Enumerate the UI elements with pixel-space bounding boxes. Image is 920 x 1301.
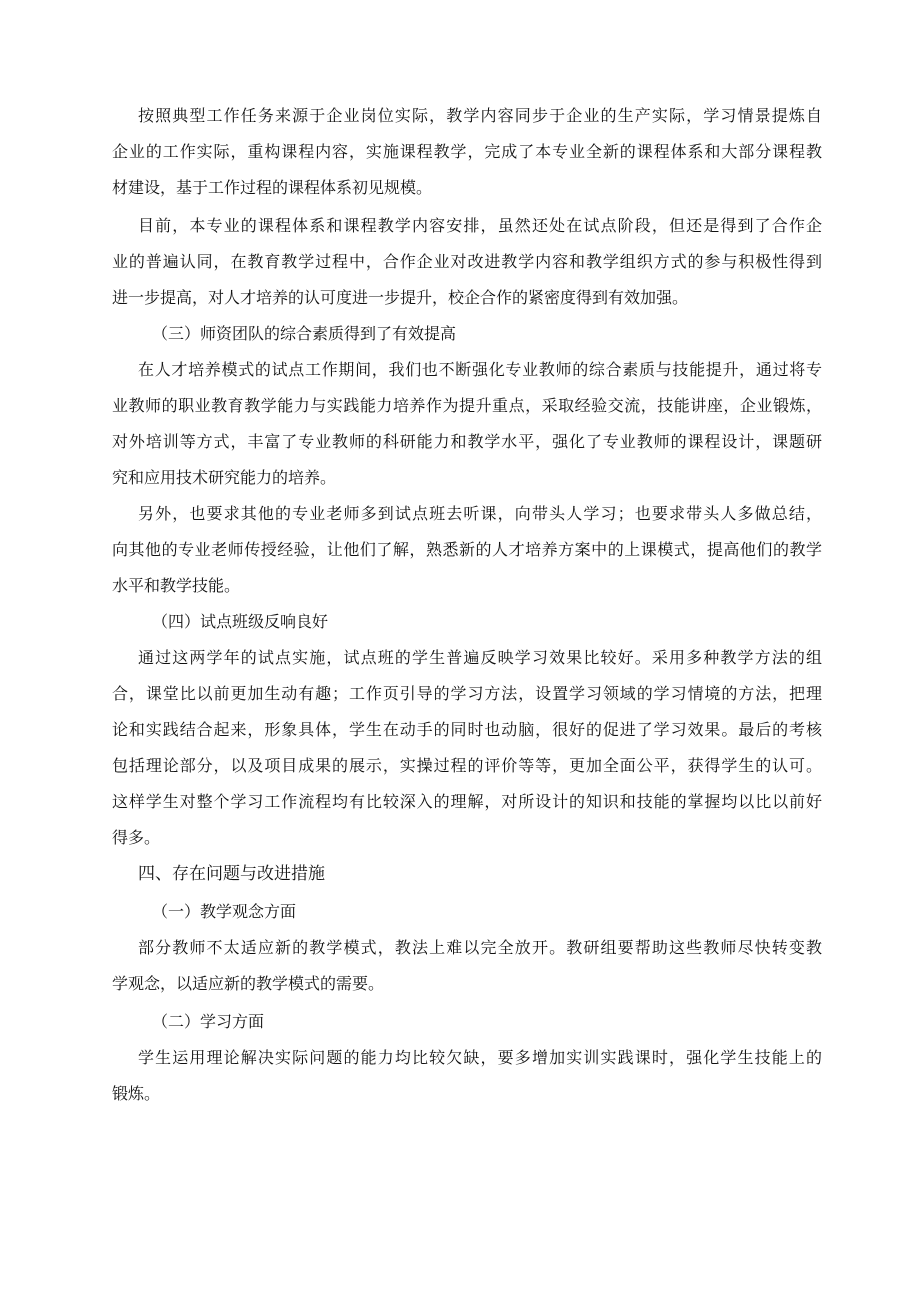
text-line: 得多。 bbox=[112, 828, 161, 847]
paragraph-teaching-concept bbox=[112, 930, 822, 1002]
text-line: 这样学生对整个学习工作流程均有比较深入的理解，对所设计的知识和技能的掌握均以比以前好 bbox=[112, 792, 822, 811]
text-line: 业的普遍认同，在教育教学过程中，合作企业对改进教学内容和教学组织方式的参与积极性得到 bbox=[112, 252, 822, 271]
text-line: 对外培训等方式，丰富了专业教师的科研能力和教学水平，强化了专业教师的课程设计，课题研 bbox=[112, 432, 822, 451]
text-line: 业教师的职业教育教学能力与实践能力培养作为提升重点，采取经验交流，技能讲座，企业锻炼， bbox=[112, 396, 822, 415]
text-line: 锻炼。 bbox=[112, 1084, 161, 1103]
paragraph-faculty-development bbox=[112, 352, 822, 496]
text-line: 包括理论部分，以及项目成果的展示，实操过程的评价等等，更加全面公平，获得学生的认可。 bbox=[112, 756, 822, 775]
section-heading-learning: （二）学习方面 bbox=[152, 1012, 265, 1031]
text-line: 学生运用理论解决实际问题的能力均比较欠缺，要多增加实训实践课时，强化学生技能上的 bbox=[138, 1048, 822, 1067]
text-line: 究和应用技术研究能力的培养。 bbox=[112, 468, 337, 487]
section-heading-pilot-feedback: （四）试点班级反响良好 bbox=[152, 612, 329, 631]
text-line: 企业的工作实际，重构课程内容，实施课程教学，完成了本专业全新的课程体系和大部分课程教 bbox=[112, 142, 822, 161]
paragraph-peer-learning bbox=[112, 496, 822, 604]
text-line: 按照典型工作任务来源于企业岗位实际，教学内容同步于企业的生产实际，学习情景提炼自 bbox=[138, 106, 822, 125]
text-line: 合，课堂比以前更加生动有趣；工作页引导的学习方法，设置学习领域的学习情境的方法，把理 bbox=[112, 684, 822, 703]
text-line: 进一步提高，对人才培养的认可度进一步提升，校企合作的紧密度得到有效加强。 bbox=[112, 288, 689, 307]
text-line: 另外，也要求其他的专业老师多到试点班去听课，向带头人学习；也要求带头人多做总结， bbox=[138, 504, 822, 523]
text-line: 论和实践结合起来，形象具体，学生在动手的同时也动脑，很好的促进了学习效果。最后的考核 bbox=[112, 720, 822, 739]
paragraph-enterprise-recognition bbox=[112, 208, 822, 316]
text-line: 通过这两学年的试点实施，试点班的学生普遍反映学习效果比较好。采用多种教学方法的组 bbox=[138, 648, 822, 667]
text-line: 材建设，基于工作过程的课程体系初见规模。 bbox=[112, 178, 433, 197]
text-line: 目前，本专业的课程体系和课程教学内容安排，虽然还处在试点阶段，但还是得到了合作企 bbox=[138, 216, 822, 235]
text-line: 水平和教学技能。 bbox=[112, 576, 241, 595]
paragraph-course-reform bbox=[112, 98, 822, 206]
paragraph-learning bbox=[112, 1040, 822, 1112]
section-heading-faculty: （三）师资团队的综合素质得到了有效提高 bbox=[152, 324, 457, 343]
section-heading-teaching-concept: （一）教学观念方面 bbox=[152, 902, 297, 921]
paragraph-pilot-results bbox=[112, 640, 822, 856]
text-line: 在人才培养模式的试点工作期间，我们也不断强化专业教师的综合素质与技能提升，通过将专 bbox=[138, 360, 822, 379]
text-line: 部分教师不太适应新的教学模式，教法上难以完全放开。教研组要帮助这些教师尽快转变教 bbox=[138, 938, 822, 957]
main-heading-problems: 四、存在问题与改进措施 bbox=[138, 864, 325, 884]
text-line: 学观念，以适应新的教学模式的需要。 bbox=[112, 974, 385, 993]
text-line: 向其他的专业老师传授经验，让他们了解，熟悉新的人才培养方案中的上课模式，提高他们的教学 bbox=[112, 540, 822, 559]
